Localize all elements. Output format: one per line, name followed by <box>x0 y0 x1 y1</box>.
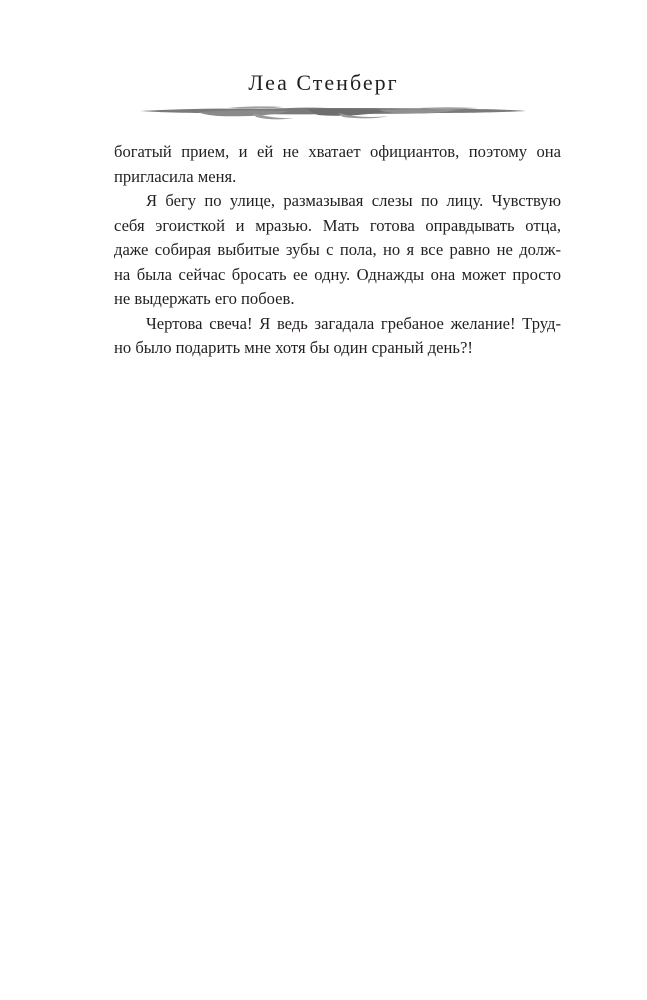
text-line: богатый прием, и ей не хватает официантов, поэтому она <box>114 142 561 161</box>
text-line: Я бегу по улице, размазывая слезы по лицу. Чувствую <box>146 191 561 210</box>
text-line: на была сейчас бросать ее одну. Однажды она может просто <box>114 264 561 284</box>
running-title: Леа Стенберг <box>248 70 399 95</box>
text-line: Чертова свеча! Я ведь загадала гребаное желание! Труд- <box>146 313 561 333</box>
paragraph <box>114 312 561 361</box>
text-line: пригласила меня. <box>114 166 237 186</box>
text-line: не выдержать его побоев. <box>114 289 295 308</box>
text-line: но было подарить мне хотя бы один сраный день?! <box>114 338 473 357</box>
text-line: даже собирая выбитые зубы с пола, но я все равно не долж- <box>114 240 561 259</box>
paragraph <box>114 189 561 312</box>
paragraph <box>114 140 561 189</box>
text-line: себя эгоисткой и мразью. Мать готова оправдывать отца, <box>114 215 561 235</box>
page-body <box>114 140 561 361</box>
brush-stroke-divider-icon <box>138 100 528 124</box>
